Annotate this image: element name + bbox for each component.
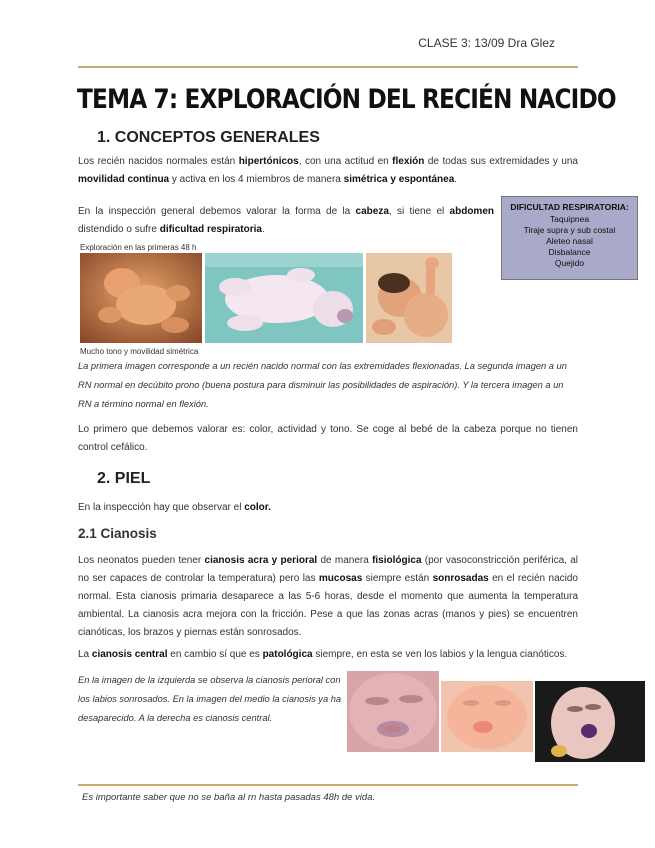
newborn-flexion-photo — [80, 253, 202, 343]
respiratory-difficulty-box — [501, 196, 638, 280]
newborn-term-flexion-photo — [366, 253, 452, 343]
photo-caption-top: Exploración en las primeras 48 h — [80, 243, 197, 252]
footer-note: Es importante saber que no se baña al rn hasta pasadas 48h de vida. — [82, 792, 376, 803]
section-heading-piel: 2. PIEL — [97, 470, 151, 487]
resp-item: Disbalance — [548, 247, 591, 257]
paragraph-cianosis-1: Los neonatos pueden tener cianosis acra y perioral de manera fisiológica (por vasoconstricción periférica, al no ser capaces de controlar la temperatura) pero las mucosas siempre están sonrosadas en el recién nacido normal. Esta cianosis primaria desaparece a las 5-6 horas, desde el momento que aumenta la temperatura ambiental. La cianosis acra mejora con la fricción. Pese a que las zonas acras (manos y pies) se encuentren cianóticas, los brazos y piernas están sonrosados. — [78, 555, 579, 638]
cyanosis-photos-description: En la imagen de la izquierda se observa la cianosis perioral con los labios sonrosados. En la imagen del medio la cianosis ya ha desaparecido. A la derecha es cianosis central. — [78, 675, 342, 723]
perioral-cyanosis-photo — [347, 671, 439, 752]
section-heading-conceptos: 1. CONCEPTOS GENERALES — [97, 129, 320, 146]
central-cyanosis-photo — [535, 681, 645, 762]
paragraph-piel-1: En la inspección hay que observar el color. — [78, 502, 271, 513]
header-divider — [78, 66, 578, 68]
photos-description-text: La primera imagen corresponde a un recién nacido normal con las extremidades flexionadas. La segunda imagen a un RN normal en decúbito prono (buena postura para disminuir las posibilidades de aspiración). Y la tercera imagen a un RN a término normal en flexión. — [78, 361, 567, 409]
paragraph-conceptos-1: Los recién nacidos normales están hipertónicos, con una actitud en flexión de todas sus extremidades y una movilidad continua y activa en los 4 miembros de manera simétrica y espontánea. — [78, 156, 578, 185]
photo-caption-bottom: Mucho tono y movilidad simétrica — [80, 347, 199, 356]
resp-item: Aleteo nasal — [546, 236, 593, 246]
paragraph-conceptos-3: Lo primero que debemos valorar es: color, actividad y tono. Se coge al bebé de la cabeza porque no tienen control cefálico. — [78, 424, 578, 453]
footer-divider — [78, 784, 578, 786]
resp-item: Tiraje supra y sub costal — [523, 225, 616, 235]
paragraph-cianosis-2: La cianosis central en cambio sí que es patológica siempre, en esta se ven los labios y la lengua cianóticos. — [78, 649, 568, 660]
resp-item: Taquipnea — [549, 214, 590, 224]
resp-box-title: DIFICULTAD RESPIRATORIA: — [510, 202, 629, 212]
paragraph-conceptos-2: En la inspección general debemos valorar la forma de la cabeza, si tiene el abdomen distendido o sufre dificultad respiratoria. — [78, 206, 494, 235]
subsection-heading-cianosis: 2.1 Cianosis — [78, 526, 157, 541]
resolved-cyanosis-photo — [441, 681, 533, 752]
resp-item: Quejido — [554, 258, 585, 268]
header-class-info: CLASE 3: 13/09 Dra Glez — [418, 36, 555, 50]
page-title: TEMA 7: EXPLORACIÓN DEL RECIÉN NACIDO — [77, 84, 616, 115]
newborn-prone-photo — [205, 253, 363, 343]
